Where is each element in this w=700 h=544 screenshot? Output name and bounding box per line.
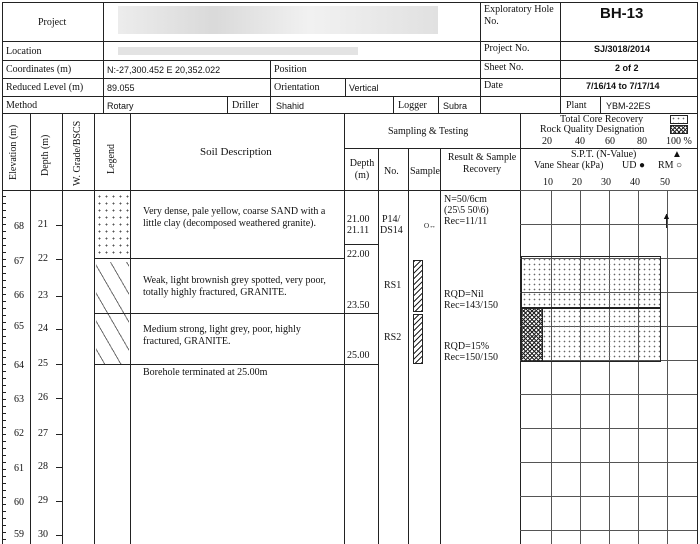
- sample-header: Sample: [410, 166, 440, 177]
- minor-tick: [2, 231, 6, 232]
- minor-tick: [2, 539, 6, 540]
- border-top: [2, 2, 698, 3]
- spt-tick-3: 40: [630, 177, 640, 188]
- rm-legend: RM ○: [658, 160, 683, 171]
- vane-shear-header: Vane Shear (kPa): [534, 160, 604, 171]
- minor-tick: [2, 203, 6, 204]
- sampling-testing-header: Sampling & Testing: [388, 126, 469, 137]
- project-label: Project: [38, 17, 67, 28]
- grid-hline-1: [520, 224, 697, 225]
- depth-label-24: 24: [38, 323, 48, 334]
- minor-tick: [2, 448, 6, 449]
- result-rec-3: Rec=150/150: [444, 352, 498, 363]
- minor-tick: [2, 406, 6, 407]
- minor-tick: [2, 315, 6, 316]
- minor-tick: [2, 266, 6, 267]
- grid-vline-0: [551, 190, 552, 544]
- minor-tick: [2, 252, 6, 253]
- minor-tick: [2, 322, 6, 323]
- sheet-label: Sheet No.: [484, 62, 524, 73]
- method-value: Rotary: [107, 101, 134, 111]
- grid-hline-0: [520, 190, 697, 191]
- rqd-header: Rock Quality Designation: [540, 124, 645, 135]
- minor-tick: [2, 497, 6, 498]
- minor-tick: [2, 504, 6, 505]
- minor-tick: [2, 420, 6, 421]
- grid-vline-1: [580, 190, 581, 544]
- minor-tick: [2, 196, 6, 197]
- depth-label-29: 29: [38, 495, 48, 506]
- minor-tick: [2, 462, 6, 463]
- elevation-header: Elevation (m): [8, 124, 19, 180]
- minor-tick: [2, 427, 6, 428]
- minor-tick: [2, 483, 6, 484]
- result-rec-2: Rec=143/150: [444, 300, 498, 311]
- location-label: Location: [6, 46, 42, 57]
- minor-tick: [2, 329, 6, 330]
- elevation-label-61: 61: [14, 463, 24, 474]
- plant-label: Plant: [566, 100, 587, 111]
- minor-tick: [2, 210, 6, 211]
- depth-label-22: 22: [38, 253, 48, 264]
- driller-value: Shahid: [276, 101, 305, 111]
- minor-tick: [2, 301, 6, 302]
- minor-tick: [2, 441, 6, 442]
- project-no-label: Project No.: [484, 43, 530, 54]
- grid-vline-3: [638, 190, 639, 544]
- minor-tick: [2, 532, 6, 533]
- date-value: 7/16/14 to 7/17/14: [586, 81, 660, 91]
- minor-tick: [2, 392, 6, 393]
- spt-tick-1: 20: [572, 177, 582, 188]
- result-rqd-15: RQD=15%: [444, 341, 490, 352]
- spt-sample-mark: O↔: [424, 222, 437, 230]
- minor-tick: [2, 476, 6, 477]
- minor-tick: [2, 469, 6, 470]
- elevation-label-67: 67: [14, 256, 24, 267]
- minor-tick: [2, 350, 6, 351]
- spt-triangle: ▲: [672, 149, 682, 160]
- depth-label-21: 21: [38, 219, 48, 230]
- depth-tick-26: [56, 398, 62, 399]
- elevation-label-68: 68: [14, 221, 24, 232]
- logger-label: Logger: [398, 100, 427, 111]
- orientation-label: Orientation: [274, 82, 320, 93]
- percent-tick-1: 40: [575, 136, 585, 147]
- rs2-core-bar: [413, 314, 423, 364]
- sample-rs1: RS1: [384, 280, 402, 291]
- result-rqd-nil: RQD=Nil: [444, 289, 484, 300]
- tcr-legend-swatch: [670, 115, 688, 124]
- sample-rs2: RS2: [384, 332, 402, 343]
- rqd-legend-swatch: [670, 125, 688, 134]
- sample-depth-22-00: 22.00: [347, 249, 370, 260]
- sample-depth-21-11: 21.11: [347, 225, 370, 236]
- tcr-header: Total Core Recovery: [560, 114, 644, 125]
- rl-label: Reduced Level (m): [6, 82, 84, 93]
- hole-number: BH-13: [600, 5, 644, 22]
- depth-tick-29: [56, 501, 62, 502]
- stratum-sand-description: Very dense, pale yellow, coarse SAND with a little clay (decomposed weathered granite).: [143, 206, 326, 229]
- plant-value: YBM-22ES: [606, 101, 651, 111]
- minor-tick: [2, 525, 6, 526]
- depth-tick-27: [56, 434, 62, 435]
- result-rec-1: Rec=11/11: [444, 216, 488, 227]
- minor-tick: [2, 371, 6, 372]
- stratum-weak-granite-description: Weak, light brownish grey spotted, very poor, totally highly fractured, GRANITE.: [143, 275, 326, 298]
- driller-label: Driller: [232, 100, 259, 111]
- sample-depth-header: Depth (m): [349, 158, 375, 181]
- grid-vline-2: [609, 190, 610, 544]
- sample-ds14: DS14: [380, 225, 403, 236]
- legend-header: Legend: [106, 144, 117, 174]
- grid-hline-9: [520, 496, 697, 497]
- spt-refusal-arrow: ▲: [662, 211, 671, 221]
- minor-tick: [2, 399, 6, 400]
- depth-tick-21: [56, 225, 62, 226]
- depth-label-27: 27: [38, 428, 48, 439]
- coord-label: Coordinates (m): [6, 64, 72, 75]
- tcr-bar-rs1: [521, 256, 661, 308]
- spt-header: S.P.T. (N-Value): [571, 149, 637, 160]
- sheet-value: 2 of 2: [615, 63, 639, 73]
- depth-header: Depth (m): [40, 134, 51, 176]
- result-blows: (25\5 50\6): [444, 205, 489, 216]
- sample-depth-23-50: 23.50: [347, 300, 370, 311]
- redacted-location: [118, 47, 358, 55]
- depth-tick-24: [56, 329, 62, 330]
- depth-tick-30: [56, 535, 62, 536]
- elevation-label-62: 62: [14, 428, 24, 439]
- minor-tick: [2, 280, 6, 281]
- depth-tick-25: [56, 364, 62, 365]
- minor-tick: [2, 378, 6, 379]
- percent-tick-4: 100 %: [666, 136, 692, 147]
- depth-tick-23: [56, 296, 62, 297]
- grid-vline-4: [667, 190, 668, 544]
- elevation-label-64: 64: [14, 360, 24, 371]
- hole-label: Exploratory Hole No.: [484, 4, 554, 27]
- elevation-label-60: 60: [14, 497, 24, 508]
- result-header: Result & Sample Recovery: [447, 152, 517, 175]
- date-label: Date: [484, 80, 503, 91]
- result-n-value: N=50/6cm: [444, 194, 487, 205]
- redacted-project-name: [118, 6, 438, 34]
- elevation-label-63: 63: [14, 394, 24, 405]
- minor-tick: [2, 385, 6, 386]
- minor-tick: [2, 238, 6, 239]
- stratum-medium-granite-description: Medium strong, light grey, poor, highly fractured, GRANITE.: [143, 324, 301, 347]
- elevation-label-65: 65: [14, 321, 24, 332]
- grid-hline-10: [520, 530, 697, 531]
- wgrade-header: W. Grade/BSCS: [72, 120, 83, 186]
- grid-hline-8: [520, 462, 697, 463]
- project-no: SJ/3018/2014: [594, 44, 651, 54]
- legend-sand-pattern: [96, 193, 129, 255]
- position-label: Position: [274, 64, 307, 75]
- minor-tick: [2, 245, 6, 246]
- minor-tick: [2, 518, 6, 519]
- minor-tick: [2, 217, 6, 218]
- grid-hline-6: [520, 394, 697, 395]
- depth-label-28: 28: [38, 461, 48, 472]
- percent-tick-3: 80: [637, 136, 647, 147]
- minor-tick: [2, 259, 6, 260]
- minor-tick: [2, 364, 6, 365]
- elevation-label-66: 66: [14, 290, 24, 301]
- border-right: [697, 2, 698, 544]
- spt-tick-4: 50: [660, 177, 670, 188]
- soil-description-header: Soil Description: [200, 146, 272, 158]
- coord-value: N:-27,300.452 E 20,352.022: [107, 65, 221, 75]
- minor-tick: [2, 287, 6, 288]
- logger-value: Subra: [443, 101, 468, 111]
- minor-tick: [2, 273, 6, 274]
- minor-tick: [2, 308, 6, 309]
- sample-depth-21-00: 21.00: [347, 214, 370, 225]
- depth-label-26: 26: [38, 392, 48, 403]
- percent-tick-2: 60: [605, 136, 615, 147]
- spt-tick-2: 30: [601, 177, 611, 188]
- sample-no-header: No.: [384, 166, 399, 177]
- minor-tick: [2, 336, 6, 337]
- rl-value: 89.055: [107, 83, 135, 93]
- minor-tick: [2, 434, 6, 435]
- percent-tick-0: 20: [542, 136, 552, 147]
- depth-label-23: 23: [38, 290, 48, 301]
- sample-depth-25-00: 25.00: [347, 350, 370, 361]
- minor-tick: [2, 357, 6, 358]
- sample-p14: P14/: [382, 214, 401, 225]
- rqd-bar-rs2: [521, 308, 543, 362]
- depth-tick-28: [56, 467, 62, 468]
- depth-label-30: 30: [38, 529, 48, 540]
- minor-tick: [2, 490, 6, 491]
- rs1-core-bar: [413, 260, 423, 312]
- ud-legend: UD ●: [622, 160, 645, 171]
- minor-tick: [2, 455, 6, 456]
- depth-label-25: 25: [38, 358, 48, 369]
- grid-hline-7: [520, 428, 697, 429]
- elevation-label-59: 59: [14, 529, 24, 540]
- spt-tick-0: 10: [543, 177, 553, 188]
- minor-tick: [2, 224, 6, 225]
- minor-tick: [2, 343, 6, 344]
- borehole-terminated-note: Borehole terminated at 25.00m: [143, 367, 268, 378]
- minor-tick: [2, 413, 6, 414]
- method-label: Method: [6, 100, 38, 111]
- orientation-value: Vertical: [349, 83, 379, 93]
- depth-tick-22: [56, 259, 62, 260]
- minor-tick: [2, 511, 6, 512]
- minor-tick: [2, 294, 6, 295]
